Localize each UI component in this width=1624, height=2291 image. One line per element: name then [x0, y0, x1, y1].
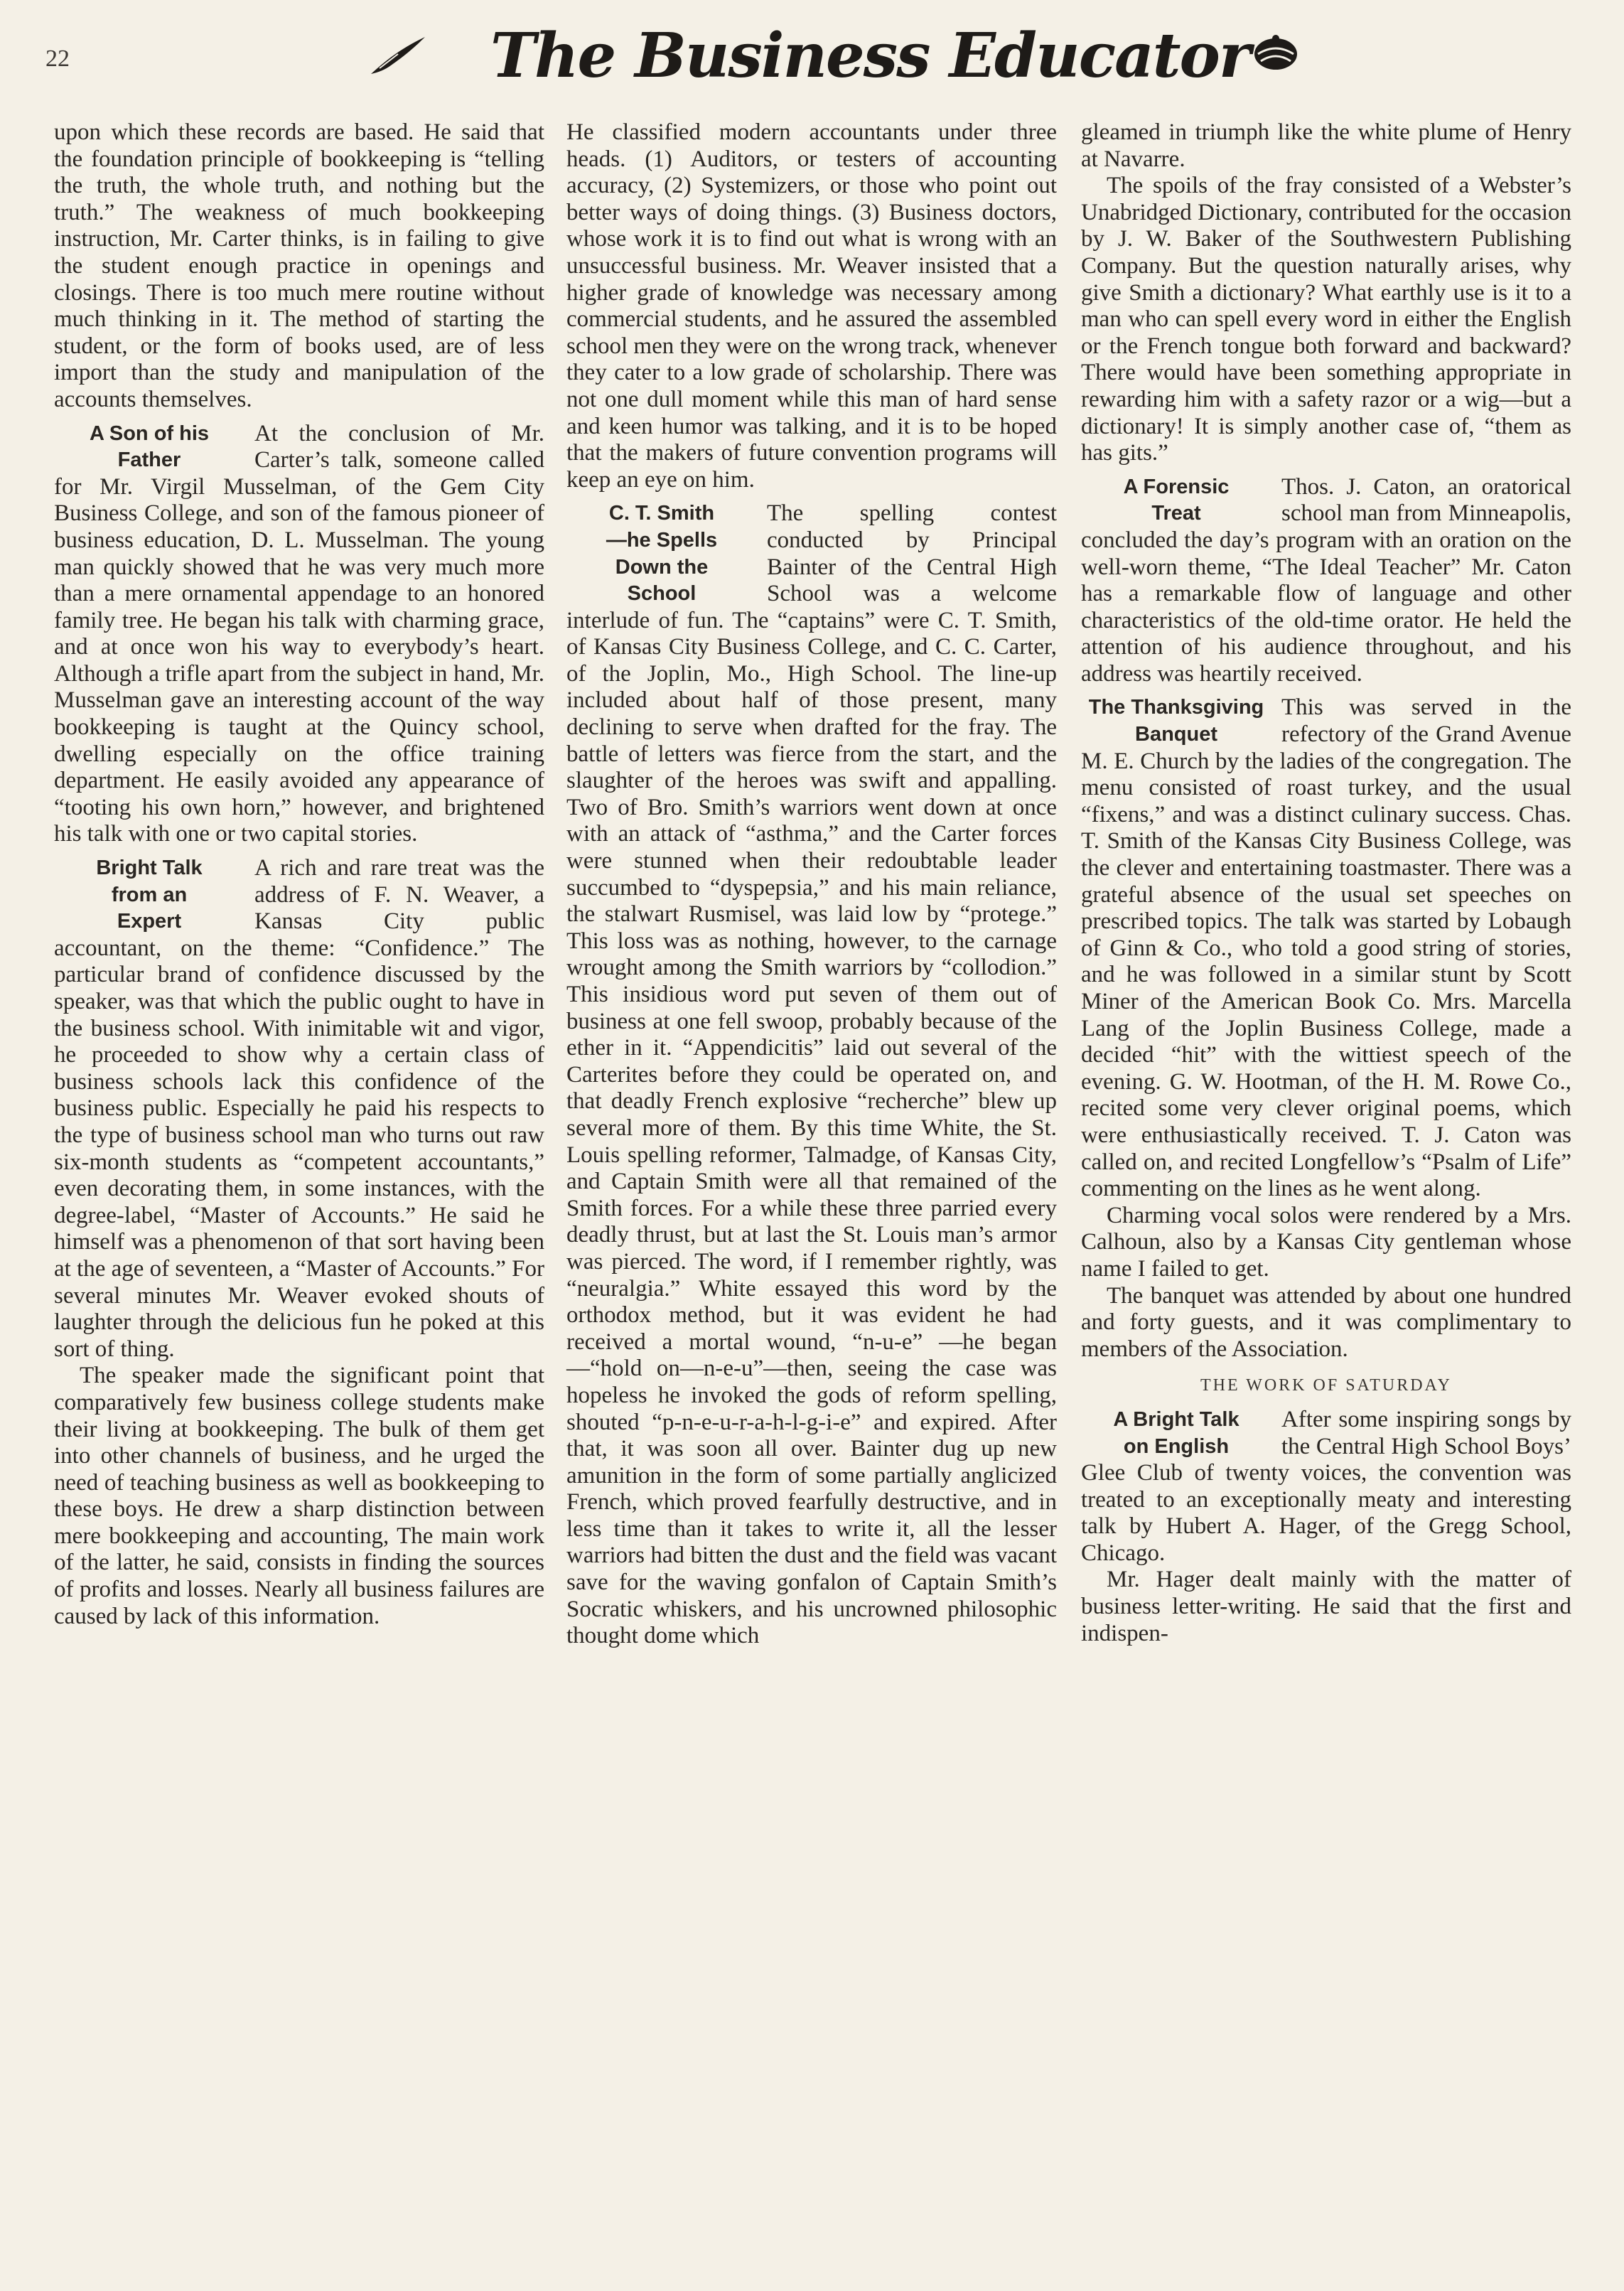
paragraph: This was served in the refectory of the Grand Avenue M. E. Church by the ladies of the congregation. The menu consisted of roast turkey, and the usual “fixens,” and was a distinct culinary success. Chas. T. Smith of the Kansas City Business College, was the clever and entertaining toastmaster. There was a grateful absence of the usual set speeches on prescribed topics. The talk was started by Lobaugh of Ginn & Co., who told a good string of stories, and he was followed in a similar stunt by Scott Miner of the American Book Co. Mrs. Marcella Lang of the Joplin Business College, made a decided “hit” with the wittiest speech of the evening. G. W. Hootman, of the H. M. Rowe Co., recited some very clever original poems, which were enthusiastically received. T. J. Caton was called on, and recited Longfellow’s “Psalm of Life” commenting on the lines as he went along.	[1081, 694, 1571, 1202]
side-heading: C. T. Smith —he Spells Down the School	[606, 502, 718, 606]
section-bright-talk-expert	[54, 855, 544, 1363]
paragraph: The spoils of the fray consisted of a Webster’s Unabridged Dictionary, contributed for the occasion by J. W. Baker of the Southwestern Publishing Company. But the question naturally arises, why give Smith a dictionary? What earthly use is it to a man who can spell every word in either the English or the French tongue both forward and backward? There would have been something appropriate in rewarding him with a safety razor or a wig—but a dictionary! It is simply another case of, “them as has gits.”	[1081, 173, 1571, 466]
section-bright-talk-english	[1081, 1407, 1571, 1567]
column-3	[1081, 119, 1571, 1647]
paragraph: Charming vocal solos were rendered by a Mrs. Calhoun, also by a Kansas City gentleman whose name I failed to get.	[1081, 1202, 1571, 1282]
side-heading: Bright Talk from an Expert	[96, 857, 203, 933]
column-1	[54, 119, 544, 1630]
paragraph: Thos. J. Caton, an oratorical school man from Minneapolis, concluded the day’s program with an oration on the well-worn theme, “The Ideal Teacher” Mr. Caton has a remarkable flow of language and other characteristics of the old-time orator. He held the attention of his audience throughout, and his address was heartily received.	[1081, 473, 1571, 687]
paragraph: After some inspiring songs by the Central High School Boys’ Glee Club of twenty voices, the convention was treated to an exceptionally meaty and interesting talk by Hubert A. Hager, of the Gregg School, Chicago.	[1081, 1406, 1571, 1566]
page-header	[0, 0, 1624, 121]
section-a-son-of-his-father	[54, 421, 544, 849]
section-thanksgiving-banquet	[1081, 694, 1571, 1202]
quill-pen-icon	[370, 34, 426, 77]
paragraph: Mr. Hager dealt mainly with the matter of business letter-writing. He said that the first and indispen-	[1081, 1567, 1571, 1646]
section-forensic-treat	[1081, 474, 1571, 688]
section-subhead: THE WORK OF SATURDAY	[1200, 1376, 1453, 1395]
masthead-title: The Business Educator	[490, 20, 1250, 92]
page-number: 22	[45, 45, 70, 72]
paragraph: A rich and rare treat was the address of F. N. Weaver, a Kansas City public accountant, on the theme: “Confidence.” The particular brand of confidence discussed by the speaker, was that which the public ought to have in the business school. With inimitable wit and vigor, he proceeded to show why a certain class of business schools lack this confidence of the business public. Especially he paid his respects to the type of business school man who turns out raw six-month students as “competent accountants,” even decorating them, in some instances, with the degree-label, “Master of Accounts.” He said he himself was a phenomenon of that sort having been at the age of seventeen, a “Master of Accounts.” For several minutes Mr. Weaver evoked shouts of laughter through the delicious fun he poked at this sort of thing.	[54, 855, 544, 1362]
paragraph: The banquet was attended by about one hundred and forty guests, and it was complimentary to members of the Association.	[1081, 1282, 1571, 1362]
paragraph: gleamed in triumph like the white plume of Henry at Navarre.	[1081, 119, 1571, 172]
section-smith-spelling	[566, 500, 1057, 1650]
paragraph: The speaker made the significant point that comparatively few business college students make their living at bookkeeping. The bulk of them get into other channels of business, and he urged the need of teaching business as well as bookkeeping to these boys. He drew a sharp distinction between mere bookkeeping and accounting, The main work of the latter, he said, consists in finding the sources of profits and losses. Nearly all business failures are caused by lack of this information.	[54, 1363, 544, 1629]
paragraph: He classified modern accountants under three heads. (1) Auditors, or testers of accounting accuracy, (2) Systemizers, or those who point out better ways of doing things. (3) Business doctors, whose work it is to find out what is wrong with an unsuccessful business. Mr. Weaver insisted that a higher grade of knowledge was necessary among commercial students, and he assured the assembled school men they were on the wrong track, whenever they cater to a low grade of scholarship. There was not one dull moment while this man of hard sense and keen humor was talking, and it is to be hoped that the makers of future convention programs will keep an eye on him.	[566, 119, 1058, 493]
paragraph: At the conclusion of Mr. Carter’s talk, someone called for Mr. Virgil Musselman, of the Gem City Business College, and son of the famous pioneer of business education, D. L. Musselman. The young man quickly showed that he was very much more than a mere ornamental appendage to an honored family tree. He began his talk with charming grace, and at once won his way to everybody’s heart. Although a trifle apart from the subject in hand, Mr. Musselman gave an interesting account of the way bookkeeping is taught at the Quincy school, dwelling especially on the office training department. He easily avoided any appearance of “tooting his own horn,” however, and brightened his talk with one or two capital stories.	[54, 420, 544, 847]
side-heading: A Forensic Treat	[1123, 475, 1230, 525]
emblem-icon	[1251, 28, 1301, 78]
side-heading: A Son of his Father	[89, 422, 210, 472]
column-2	[566, 119, 1057, 1650]
side-heading: The Thanksgiving Banquet	[1088, 696, 1264, 746]
paragraph: upon which these records are based. He said that the foundation principle of bookkeeping is “telling the truth, the whole truth, and nothing but the truth.” The weakness of much bookkeeping instruction, Mr. Carter thinks, is in failing to give the student enough practice in openings and closings. There is too much mere routine without much thinking in it. The method of starting the student, or the form of books used, are of less import than the study and manipulation of the accounts themselves.	[54, 119, 544, 412]
paragraph: The spelling contest conducted by Principal Bainter of the Central High School was a welcome interlude of fun. The “captains” were C. T. Smith, of Kansas City Business College, and C. C. Carter, of the Joplin, Mo., High School. The line-up included about half of those present, many declining to serve when drafted for the fray. The battle of letters was fierce from the start, and the slaughter of the heroes was swift and appalling. Two of Bro. Smith’s warriors went down at once with an attack of “asthma,” and the Carter forces were stunned when their redoubtable leader succumbed to “dyspepsia,” and his main reliance, the stalwart Rusmisel, was laid low by “protege.” This loss was as nothing, however, to the carnage wrought among the Smith warriors by “collodion.” This insidious word put seven of them out of business at one fell swoop, probably because of the ether in it. “Appendicitis” laid out several of the Carterites before they could be operated on, and that deadly French explosive “recherche” blew up several more of them. By this time White, the St. Louis spelling reformer, Talmadge, of Kansas City, and Captain Smith were all that remained of the Smith forces. For a while these three parried every deadly thrust, but at last the St. Louis man’s armor was pierced. The word, if I remember rightly, was “neuralgia.” White essayed this word by the orthodox method, but it was evident he had received a mortal wound, “n-u-e” —he began—“hold on—n-e-u”—then, seeing the case was hopeless he invoked the gods of reform spelling, shouted “p-n-e-u-r-a-h-l-g-i-e” and expired. After that, it was soon all over. Bainter dug up new amunition in the form of some partially anglicized French, which proved fearfully destructive, and in less time than it takes to write it, all the lesser warriors had bitten the dust and the field was vacant save for the waving gonfalon of Captain Smith’s Socratic whiskers, and his uncrowned philosophic thought dome which	[566, 500, 1057, 1649]
side-heading: A Bright Talk on English	[1113, 1407, 1239, 1458]
